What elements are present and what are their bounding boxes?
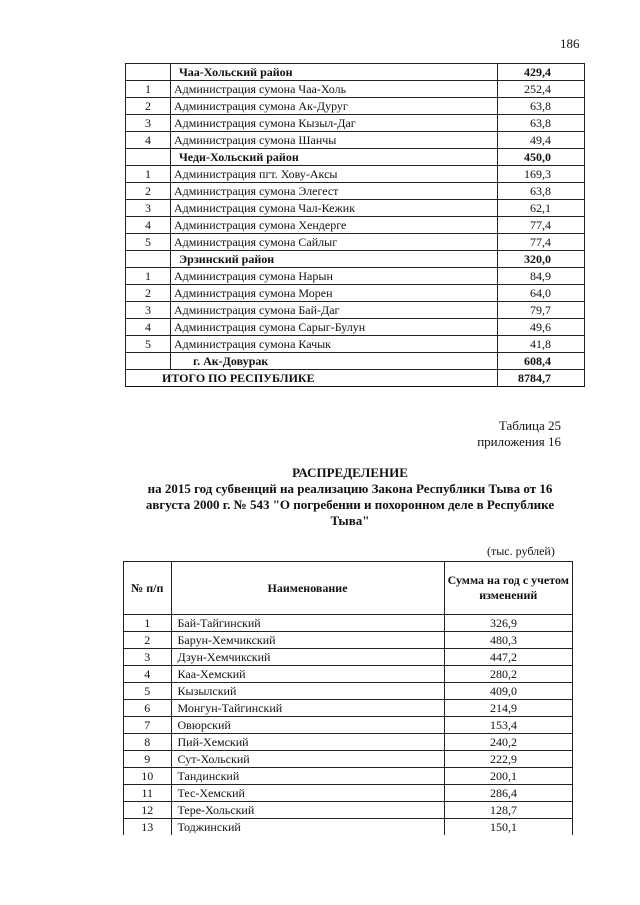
table-row [126,268,585,285]
table-row [124,734,573,751]
table-row [126,81,585,98]
table-row [126,64,585,81]
row-value: 240,2 [444,734,572,751]
row-name: Администрация сумона Чаа-Холь [171,81,498,98]
row-name: Чаа-Хольский район [171,64,498,81]
table-row [126,166,585,183]
table-row [124,751,573,768]
row-name: Администрация сумона Шанчы [171,132,498,149]
table-row [126,217,585,234]
row-number: 1 [126,268,171,285]
row-name: Кызылский [171,683,444,700]
row-name: Тес-Хемский [171,785,444,802]
table-row [126,336,585,353]
table-row [124,632,573,649]
row-number [126,64,171,81]
row-value: 77,4 [498,217,585,234]
table-row [124,649,573,666]
row-name: Администрация сумона Ак-Дуруг [171,98,498,115]
row-name: Эрзинский район [171,251,498,268]
row-value: 214,9 [444,700,572,717]
document-subtitle-line1: на 2015 год субвенций на реализацию Закона Республики Тыва от 16 [147,481,553,496]
row-name: Администрация сумона Бай-Даг [171,302,498,319]
table-row [126,132,585,149]
row-value: 79,7 [498,302,585,319]
table-row [126,98,585,115]
row-value: 200,1 [444,768,572,785]
row-name: Администрация сумона Хендерге [171,217,498,234]
row-name: Администрация сумона Элегест [171,183,498,200]
row-number: 7 [124,717,172,734]
row-value: 63,8 [498,183,585,200]
funeral-subsidy-table [123,561,573,835]
row-number: 2 [126,183,171,200]
row-number: 12 [124,802,172,819]
row-value: 49,6 [498,319,585,336]
row-number: 1 [126,81,171,98]
table-row [124,768,573,785]
table-row [124,802,573,819]
row-value: 62,1 [498,200,585,217]
row-number: 11 [124,785,172,802]
row-value: 64,0 [498,285,585,302]
row-name: Администрация сумона Нарын [171,268,498,285]
document-subtitle-line2: августа 2000 г. № 543 "О погребении и похоронном деле в Республике [145,497,555,512]
row-name: Каа-Хемский [171,666,444,683]
table-row [124,700,573,717]
row-name: Дзун-Хемчикский [171,649,444,666]
row-number: 5 [124,683,172,700]
table-row [124,717,573,734]
row-name: Администрация сумона Морен [171,285,498,302]
row-number: 13 [124,819,172,836]
row-value: 84,9 [498,268,585,285]
row-number: 1 [124,615,172,632]
row-name: Чеди-Хольский район [171,149,498,166]
row-number: 10 [124,768,172,785]
row-name: Пий-Хемский [171,734,444,751]
row-number: 4 [126,319,171,336]
row-value: 447,2 [444,649,572,666]
row-name: Барун-Хемчикский [171,632,444,649]
table-caption-number: Таблица 25 [498,418,561,433]
row-value: 286,4 [444,785,572,802]
row-name: Бай-Тайгинский [171,615,444,632]
row-name: Администрация пгт. Хову-Аксы [171,166,498,183]
row-number: 4 [124,666,172,683]
row-value: 150,1 [444,819,572,836]
row-number: 3 [126,302,171,319]
row-value: 429,4 [498,64,585,81]
table-row [124,683,573,700]
row-value: 153,4 [444,717,572,734]
row-number: 5 [126,336,171,353]
row-number: 3 [124,649,172,666]
row-value: 252,4 [498,81,585,98]
table-row [124,615,573,632]
row-value: 450,0 [498,149,585,166]
row-name: Администрация сумона Кызыл-Даг [171,115,498,132]
header-name: Наименование [171,562,444,615]
table-row [126,149,585,166]
row-value: 409,0 [444,683,572,700]
row-value: 320,0 [498,251,585,268]
row-name: Монгун-Тайгинский [171,700,444,717]
row-number: 2 [126,285,171,302]
row-number: 3 [126,200,171,217]
row-value: 77,4 [498,234,585,251]
row-value: 608,4 [498,353,585,370]
row-value: 63,8 [498,115,585,132]
row-name: Тандинский [171,768,444,785]
row-name: Администрация сумона Сарыг-Булун [171,319,498,336]
table-row [126,302,585,319]
row-value: 480,3 [444,632,572,649]
row-name: Сут-Хольский [171,751,444,768]
table-row [126,370,585,387]
row-name: Овюрский [171,717,444,734]
page-number: 186 [560,36,580,51]
table-row [126,200,585,217]
row-value: 280,2 [444,666,572,683]
row-number [126,353,171,370]
table-caption-appendix: приложения 16 [477,434,561,449]
row-number: 5 [126,234,171,251]
row-name: Тоджинский [171,819,444,836]
row-value: 41,8 [498,336,585,353]
table-row [126,251,585,268]
table-row [126,285,585,302]
row-number: 4 [126,132,171,149]
row-number [126,251,171,268]
row-name: Администрация сумона Качык [171,336,498,353]
row-name: ИТОГО ПО РЕСПУБЛИКЕ [126,370,498,387]
row-name: Администрация сумона Чал-Кежик [171,200,498,217]
row-value: 222,9 [444,751,572,768]
table-row [126,353,585,370]
row-value: 128,7 [444,802,572,819]
document-subtitle-line3: Тыва" [330,513,370,528]
unit-label: (тыс. рублей) [487,544,555,558]
subsidy-table-continued [125,63,585,387]
table-row [124,666,573,683]
row-number: 9 [124,751,172,768]
row-number: 4 [126,217,171,234]
row-value: 326,9 [444,615,572,632]
table-row [126,319,585,336]
header-number: № п/п [124,562,172,615]
row-name: г. Ак-Довурак [171,353,498,370]
row-value: 63,8 [498,98,585,115]
row-name: Тере-Хольский [171,802,444,819]
row-value: 49,4 [498,132,585,149]
row-name: Администрация сумона Сайлыг [171,234,498,251]
table-row [126,183,585,200]
row-value: 8784,7 [498,370,585,387]
table-row [126,115,585,132]
row-number: 2 [124,632,172,649]
header-sum: Сумма на год с учетом изменений [444,562,572,615]
row-number: 3 [126,115,171,132]
row-number: 1 [126,166,171,183]
table-row [126,234,585,251]
table-row [124,819,573,836]
row-number: 8 [124,734,172,751]
table-row [124,785,573,802]
row-value: 169,3 [498,166,585,183]
row-number: 6 [124,700,172,717]
row-number [126,149,171,166]
row-number: 2 [126,98,171,115]
document-heading: РАСПРЕДЕЛЕНИЕ [292,465,408,480]
